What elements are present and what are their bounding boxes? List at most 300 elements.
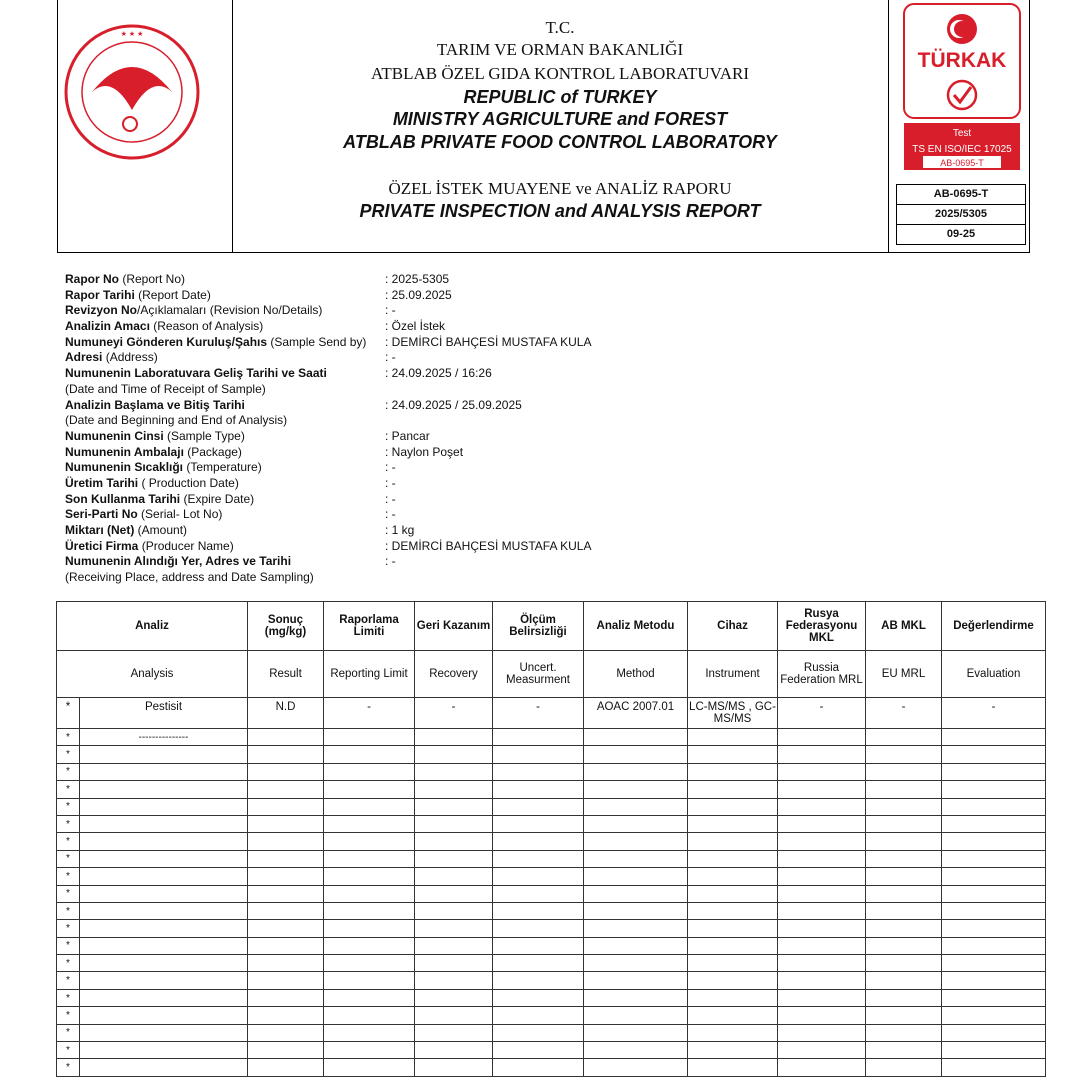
empty-cell xyxy=(866,1059,942,1076)
row-mark: * xyxy=(57,1024,80,1041)
info-row xyxy=(65,288,765,304)
table-row xyxy=(57,815,1046,832)
column-header-tr: Sonuç (mg/kg) xyxy=(248,602,324,651)
info-label-bold: Numunenin Alındığı Yer, Adres ve Tarihi xyxy=(65,554,292,569)
row-mark: * xyxy=(57,972,80,989)
info-label-bold: Rapor Tarihi xyxy=(65,287,135,302)
empty-cell xyxy=(688,1007,778,1024)
cell-uncert: - xyxy=(493,698,584,729)
empty-cell xyxy=(866,763,942,780)
empty-cell xyxy=(415,798,493,815)
info-label-en: (Receiving Place, address and Date Sampling) xyxy=(65,570,314,585)
cell-analysis xyxy=(80,1024,248,1041)
empty-cell xyxy=(248,746,324,763)
column-header-en: Evaluation xyxy=(942,651,1046,698)
info-row xyxy=(65,570,765,586)
info-label xyxy=(65,460,262,476)
empty-cell xyxy=(493,1059,584,1076)
info-label xyxy=(65,570,314,586)
column-header-tr: Analiz Metodu xyxy=(584,602,688,651)
empty-cell xyxy=(942,989,1046,1006)
empty-cell xyxy=(248,815,324,832)
info-label xyxy=(65,319,263,335)
cell-analysis xyxy=(80,902,248,919)
empty-cell xyxy=(778,1042,866,1059)
empty-cell xyxy=(584,1059,688,1076)
empty-cell xyxy=(248,885,324,902)
empty-cell xyxy=(866,729,942,746)
empty-cell xyxy=(415,902,493,919)
empty-cell xyxy=(248,955,324,972)
info-row xyxy=(65,398,765,414)
info-label-en: (Date and Time of Receipt of Sample) xyxy=(65,381,266,396)
column-header-tr: Cihaz xyxy=(688,602,778,651)
empty-cell xyxy=(866,920,942,937)
row-mark: * xyxy=(57,1042,80,1059)
empty-cell xyxy=(778,937,866,954)
info-row xyxy=(65,335,765,351)
empty-cell xyxy=(493,781,584,798)
empty-cell xyxy=(778,850,866,867)
empty-cell xyxy=(942,1042,1046,1059)
info-value: : 2025-5305 xyxy=(385,272,450,286)
info-label-en: (Serial- Lot No) xyxy=(137,507,223,522)
empty-cell xyxy=(778,746,866,763)
column-header-en: Reporting Limit xyxy=(324,651,415,698)
empty-cell xyxy=(415,937,493,954)
empty-cell xyxy=(942,937,1046,954)
row-mark: * xyxy=(57,746,80,763)
info-value: : - xyxy=(385,554,396,569)
info-label xyxy=(65,350,158,366)
analysis-table xyxy=(56,601,1046,1077)
row-mark: * xyxy=(57,885,80,902)
row-mark: * xyxy=(57,1059,80,1076)
info-label-en: (Date and Beginning and End of Analysis) xyxy=(65,413,288,428)
empty-cell xyxy=(324,1059,415,1076)
column-header-en: Method xyxy=(584,651,688,698)
table-row xyxy=(57,902,1046,919)
empty-cell xyxy=(942,972,1046,989)
empty-cell xyxy=(324,868,415,885)
empty-cell xyxy=(415,989,493,1006)
info-value: : - xyxy=(385,303,396,318)
empty-cell xyxy=(248,868,324,885)
empty-cell xyxy=(415,1024,493,1041)
turkak-test: Test xyxy=(952,128,972,139)
empty-cell xyxy=(324,937,415,954)
empty-cell xyxy=(248,850,324,867)
empty-cell xyxy=(942,815,1046,832)
empty-cell xyxy=(942,729,1046,746)
empty-cell xyxy=(584,937,688,954)
cell-analysis xyxy=(80,955,248,972)
empty-cell xyxy=(324,1007,415,1024)
cell-analysis xyxy=(80,1059,248,1076)
table-row xyxy=(57,698,1046,729)
empty-cell xyxy=(493,885,584,902)
info-label-bold: Numuneyi Gönderen Kuruluş/Şahıs xyxy=(65,334,268,349)
info-label-bold: Numunenin Cinsi xyxy=(65,428,164,443)
empty-cell xyxy=(248,1007,324,1024)
empty-cell xyxy=(324,885,415,902)
info-label xyxy=(65,303,322,319)
empty-cell xyxy=(493,763,584,780)
empty-cell xyxy=(584,1007,688,1024)
empty-cell xyxy=(248,833,324,850)
report-number-code: 2025/5305 xyxy=(897,205,1025,225)
empty-cell xyxy=(942,833,1046,850)
empty-cell xyxy=(584,902,688,919)
info-label xyxy=(65,335,366,351)
empty-cell xyxy=(584,763,688,780)
empty-cell xyxy=(688,1024,778,1041)
cell-analysis xyxy=(80,920,248,937)
empty-cell xyxy=(324,1024,415,1041)
empty-cell xyxy=(866,868,942,885)
empty-cell xyxy=(942,1007,1046,1024)
cell-analysis xyxy=(80,937,248,954)
info-label xyxy=(65,398,245,414)
empty-cell xyxy=(324,902,415,919)
empty-cell xyxy=(942,955,1046,972)
empty-cell xyxy=(324,763,415,780)
empty-cell xyxy=(415,1007,493,1024)
turkak-standard: TS EN ISO/IEC 17025 xyxy=(912,144,1012,155)
row-mark: * xyxy=(57,902,80,919)
info-label-bold: Numunenin Laboratuvara Geliş Tarihi ve Saati xyxy=(65,366,327,381)
empty-cell xyxy=(584,729,688,746)
info-row xyxy=(65,429,765,445)
empty-cell xyxy=(493,1007,584,1024)
info-label xyxy=(65,445,242,461)
empty-cell xyxy=(248,920,324,937)
cell-analysis: --------------- xyxy=(80,729,248,746)
empty-cell xyxy=(688,920,778,937)
empty-cell xyxy=(584,989,688,1006)
table-row xyxy=(57,729,1046,746)
report-code-box xyxy=(896,184,1026,245)
empty-cell xyxy=(942,763,1046,780)
empty-cell xyxy=(942,920,1046,937)
row-mark: * xyxy=(57,781,80,798)
empty-cell xyxy=(942,781,1046,798)
info-value: : DEMİRCİ BAHÇESİ MUSTAFA KULA xyxy=(385,538,592,553)
column-header-tr: Değerlendirme xyxy=(942,602,1046,651)
info-label-en: (Sample Send by) xyxy=(267,334,367,349)
empty-cell xyxy=(493,850,584,867)
empty-cell xyxy=(866,1024,942,1041)
empty-cell xyxy=(778,868,866,885)
info-row xyxy=(65,366,765,382)
empty-cell xyxy=(584,1042,688,1059)
info-label xyxy=(65,523,187,539)
empty-cell xyxy=(415,781,493,798)
info-value: : - xyxy=(385,507,396,522)
empty-cell xyxy=(493,920,584,937)
empty-cell xyxy=(688,815,778,832)
info-label xyxy=(65,366,327,382)
empty-cell xyxy=(324,972,415,989)
empty-cell xyxy=(415,972,493,989)
info-row xyxy=(65,303,765,319)
empty-cell xyxy=(942,902,1046,919)
empty-cell xyxy=(248,1042,324,1059)
empty-cell xyxy=(324,920,415,937)
empty-cell xyxy=(248,798,324,815)
empty-cell xyxy=(324,833,415,850)
cell-analysis xyxy=(80,798,248,815)
empty-cell xyxy=(324,955,415,972)
empty-cell xyxy=(778,972,866,989)
empty-cell xyxy=(942,798,1046,815)
column-header-en: Result xyxy=(248,651,324,698)
info-row xyxy=(65,350,765,366)
cell-analysis: Pestisit xyxy=(80,698,248,729)
empty-cell xyxy=(415,729,493,746)
table-header-en xyxy=(57,651,1046,698)
empty-cell xyxy=(584,746,688,763)
column-header-tr: Raporlama Limiti xyxy=(324,602,415,651)
column-header-tr: Analiz xyxy=(57,602,248,651)
empty-cell xyxy=(324,746,415,763)
empty-cell xyxy=(866,781,942,798)
empty-cell xyxy=(688,972,778,989)
cell-analysis xyxy=(80,763,248,780)
cell-analysis xyxy=(80,1042,248,1059)
empty-cell xyxy=(415,868,493,885)
info-label-bold: Seri-Parti No xyxy=(65,507,138,522)
info-row xyxy=(65,539,765,555)
empty-cell xyxy=(248,989,324,1006)
info-value: : 1 kg xyxy=(385,523,415,537)
empty-cell xyxy=(778,781,866,798)
empty-cell xyxy=(866,989,942,1006)
empty-cell xyxy=(415,815,493,832)
empty-cell xyxy=(493,937,584,954)
table-row xyxy=(57,937,1046,954)
table-row xyxy=(57,1042,1046,1059)
info-value: : 24.09.2025 / 16:26 xyxy=(385,366,492,381)
info-label-en: (Temperature) xyxy=(183,460,262,475)
empty-cell xyxy=(415,763,493,780)
info-label-bold: Miktarı (Net) xyxy=(65,523,135,537)
info-label-en: (Report No) xyxy=(119,272,186,286)
table-row xyxy=(57,781,1046,798)
empty-cell xyxy=(415,850,493,867)
row-mark: * xyxy=(57,850,80,867)
empty-cell xyxy=(688,885,778,902)
info-row xyxy=(65,319,765,335)
accreditation-code: AB-0695-T xyxy=(897,185,1025,205)
empty-cell xyxy=(248,1024,324,1041)
report-title-tr: ÖZEL İSTEK MUAYENE ve ANALİZ RAPORU xyxy=(388,179,732,198)
empty-cell xyxy=(584,920,688,937)
column-header-en: EU MRL xyxy=(866,651,942,698)
info-value: : 24.09.2025 / 25.09.2025 xyxy=(385,397,522,412)
empty-cell xyxy=(866,972,942,989)
row-mark: * xyxy=(57,798,80,815)
info-label-bold: Son Kullanma Tarihi xyxy=(65,491,181,506)
empty-cell xyxy=(493,955,584,972)
empty-cell xyxy=(778,1024,866,1041)
empty-cell xyxy=(415,1059,493,1076)
column-header-en: Analysis xyxy=(57,651,248,698)
column-header-tr: Geri Kazanım xyxy=(415,602,493,651)
ministry-name-en: MINISTRY AGRICULTURE and FOREST xyxy=(392,109,728,129)
empty-cell xyxy=(324,850,415,867)
turkak-name: TÜRKAK xyxy=(917,49,1007,72)
info-label-bold: Analizin Başlama ve Bitiş Tarihi xyxy=(65,397,245,412)
row-mark: * xyxy=(57,729,80,746)
empty-cell xyxy=(493,972,584,989)
empty-cell xyxy=(866,1042,942,1059)
cell-method: AOAC 2007.01 xyxy=(584,698,688,729)
info-label-en: (Reason of Analysis) xyxy=(149,319,264,334)
empty-cell xyxy=(584,833,688,850)
info-row xyxy=(65,460,765,476)
empty-cell xyxy=(942,850,1046,867)
row-mark: * xyxy=(57,868,80,885)
report-info-section xyxy=(65,272,765,586)
empty-cell xyxy=(584,885,688,902)
info-label-bold: Adresi xyxy=(65,350,103,365)
empty-cell xyxy=(248,1059,324,1076)
empty-cell xyxy=(778,1007,866,1024)
empty-cell xyxy=(415,885,493,902)
info-label xyxy=(65,539,234,555)
column-header-en: Uncert. Measurment xyxy=(493,651,584,698)
empty-cell xyxy=(942,1024,1046,1041)
empty-cell xyxy=(778,885,866,902)
info-label xyxy=(65,492,254,508)
cell-result: N.D xyxy=(248,698,324,729)
table-header-tr xyxy=(57,602,1046,651)
empty-cell xyxy=(866,1007,942,1024)
info-value: : - xyxy=(385,460,396,475)
empty-cell xyxy=(866,937,942,954)
info-value: : DEMİRCİ BAHÇESİ MUSTAFA KULA xyxy=(385,334,592,349)
empty-cell xyxy=(688,1059,778,1076)
empty-cell xyxy=(866,955,942,972)
empty-cell xyxy=(778,920,866,937)
info-row xyxy=(65,523,765,539)
cell-eu: - xyxy=(866,698,942,729)
info-label-en: /Açıklamaları (Revision No/Details) xyxy=(137,303,323,318)
empty-cell xyxy=(415,920,493,937)
table-row xyxy=(57,763,1046,780)
info-label-bold: Numunenin Ambalajı xyxy=(65,444,184,459)
lab-name-tr: ATBLAB ÖZEL GIDA KONTROL LABORATUVARI xyxy=(370,64,750,83)
empty-cell xyxy=(415,833,493,850)
row-mark: * xyxy=(57,937,80,954)
empty-cell xyxy=(778,1059,866,1076)
empty-cell xyxy=(688,850,778,867)
table-row xyxy=(57,885,1046,902)
cell-limit: - xyxy=(324,698,415,729)
info-value: : Pancar xyxy=(385,428,430,443)
cell-analysis xyxy=(80,972,248,989)
empty-cell xyxy=(688,902,778,919)
empty-cell xyxy=(778,763,866,780)
empty-cell xyxy=(688,833,778,850)
info-label-en: ( Production Date) xyxy=(138,475,239,490)
info-label-en: (Producer Name) xyxy=(138,538,234,553)
info-value: : - xyxy=(385,475,396,490)
republic-en: REPUBLIC of TURKEY xyxy=(463,87,657,107)
table-row xyxy=(57,1024,1046,1041)
cell-analysis xyxy=(80,850,248,867)
empty-cell xyxy=(942,1059,1046,1076)
empty-cell xyxy=(866,850,942,867)
turkak-code: AB-0695-T xyxy=(940,158,984,168)
empty-cell xyxy=(584,798,688,815)
empty-cell xyxy=(778,729,866,746)
empty-cell xyxy=(415,955,493,972)
empty-cell xyxy=(493,989,584,1006)
column-header-en: Instrument xyxy=(688,651,778,698)
empty-cell xyxy=(778,815,866,832)
empty-cell xyxy=(584,868,688,885)
table-row xyxy=(57,1007,1046,1024)
cell-mark: * xyxy=(57,698,80,729)
info-row xyxy=(65,382,765,398)
empty-cell xyxy=(688,868,778,885)
info-label-en: (Amount) xyxy=(134,523,188,537)
table-row xyxy=(57,955,1046,972)
empty-cell xyxy=(324,815,415,832)
cell-eval: - xyxy=(942,698,1046,729)
info-label-en: (Sample Type) xyxy=(163,428,245,443)
table-row xyxy=(57,972,1046,989)
table-row xyxy=(57,920,1046,937)
empty-cell xyxy=(324,1042,415,1059)
cell-analysis xyxy=(80,746,248,763)
empty-cell xyxy=(866,902,942,919)
empty-cell xyxy=(688,1042,778,1059)
empty-cell xyxy=(493,815,584,832)
table-row xyxy=(57,868,1046,885)
info-label xyxy=(65,554,291,570)
empty-cell xyxy=(688,781,778,798)
cell-instrument: LC-MS/MS , GC-MS/MS xyxy=(688,698,778,729)
empty-cell xyxy=(778,902,866,919)
table-row xyxy=(57,833,1046,850)
info-label xyxy=(65,507,222,523)
table-row xyxy=(57,798,1046,815)
empty-cell xyxy=(688,937,778,954)
info-label xyxy=(65,272,185,288)
info-label-en: (Address) xyxy=(102,350,158,365)
cell-recovery: - xyxy=(415,698,493,729)
empty-cell xyxy=(778,989,866,1006)
info-row xyxy=(65,445,765,461)
table-row xyxy=(57,746,1046,763)
empty-cell xyxy=(866,885,942,902)
empty-cell xyxy=(415,746,493,763)
empty-cell xyxy=(866,815,942,832)
info-value: : - xyxy=(385,491,396,506)
empty-cell xyxy=(584,815,688,832)
empty-cell xyxy=(248,763,324,780)
info-row xyxy=(65,492,765,508)
empty-cell xyxy=(584,781,688,798)
info-label-bold: Üretici Firma xyxy=(65,538,139,553)
empty-cell xyxy=(493,868,584,885)
info-label xyxy=(65,429,245,445)
info-value: : Naylon Poşet xyxy=(385,444,464,459)
cell-analysis xyxy=(80,781,248,798)
